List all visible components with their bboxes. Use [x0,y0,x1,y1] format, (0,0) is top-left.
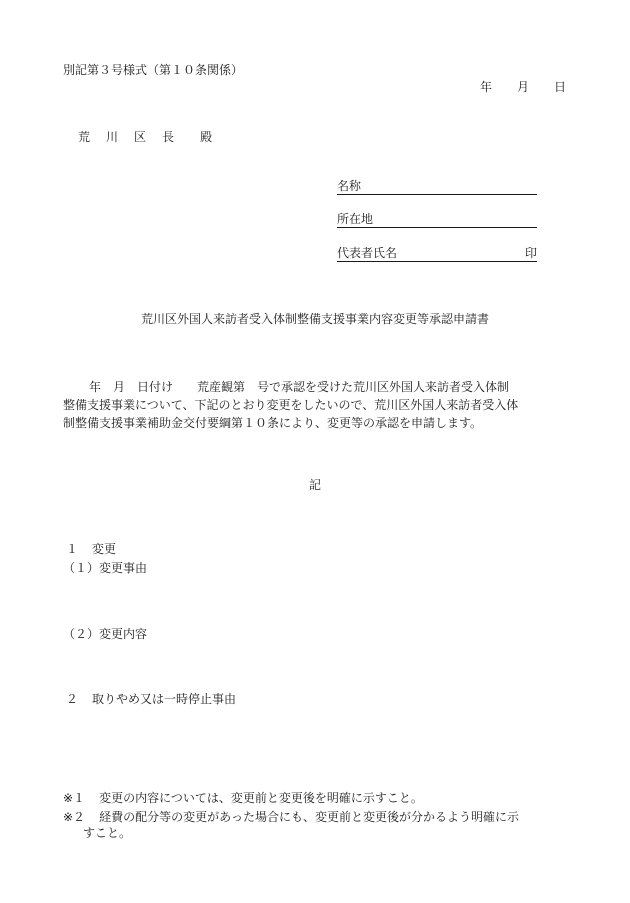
applicant-name-field [337,180,537,195]
note-text-continuation: すこと。 [83,826,132,840]
section-number: （２） [63,627,100,641]
section-1-heading [66,543,116,555]
date-day: 日 [553,80,566,94]
seal-mark: 印 [524,246,537,260]
body-line: 年 月 日付け 荒産観第 号で承認を受けた荒川区外国人来訪者受入体制 [89,380,510,394]
section-2-heading [66,693,236,705]
note-1 [63,792,423,804]
addressee-char: 区 [134,130,147,144]
section-number: （１） [63,561,100,575]
section-number: １ [66,542,79,556]
section-label: 変更内容 [99,627,148,641]
applicant-address-label: 所在地 [337,212,374,226]
form-identifier: 別記第３号様式（第１０条関係） [63,63,244,77]
date-line [480,81,566,93]
body-line: 整備支援事業について、下記のとおり変更をしたいので、荒川区外国人来訪者受入体 [63,398,519,412]
document-title: 荒川区外国人来訪者受入体制整備支援事業内容変更等承認申請書 [140,312,489,326]
addressee-char: 川 [106,130,119,144]
date-year: 年 [480,80,493,94]
applicant-representative-field [337,247,537,262]
note-text: 経費の配分等の変更があった場合にも、変更前と変更後が分かるよう明確に示 [99,810,519,824]
section-number: ２ [66,692,79,706]
addressee-honorific: 殿 [200,130,213,144]
section-label: 変更 [92,542,117,556]
section-1-2-heading [63,628,147,640]
section-label: 取りやめ又は一時停止事由 [92,692,237,706]
body-line: 制整備支援事業補助金交付要綱第１０条により、変更等の承認を申請します。 [63,416,483,430]
note-2 [63,809,573,841]
note-mark: ※２ [63,810,86,824]
body-paragraph [63,378,573,432]
addressee [78,131,228,143]
note-mark: ※１ [63,791,86,805]
addressee-char: 荒 [78,130,91,144]
note-text: 変更の内容については、変更前と変更後を明確に示すこと。 [99,791,423,805]
applicant-name-label: 名称 [337,179,362,193]
applicant-representative-label: 代表者氏名 [337,246,398,260]
addressee-char: 長 [162,130,175,144]
section-label: 変更事由 [99,561,148,575]
section-1-1-heading [63,562,147,574]
ki-heading: 記 [308,478,321,492]
date-month: 月 [516,80,529,94]
applicant-address-field [337,213,537,228]
